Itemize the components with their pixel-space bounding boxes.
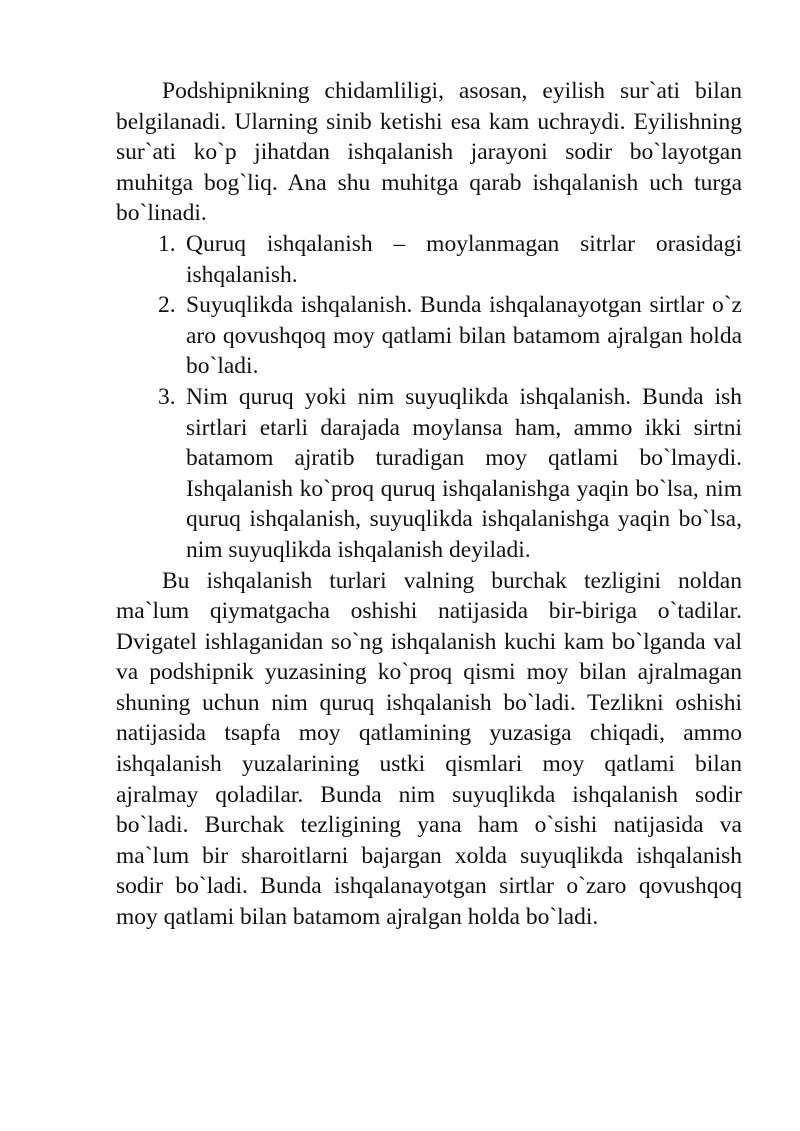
list-item: [116, 382, 742, 566]
friction-types-list: [116, 229, 742, 566]
list-item-number: 1.: [158, 230, 176, 257]
list-item: [116, 290, 742, 382]
list-item-text: Suyuqlikda ishqalanish. Bunda ishqalanayotgan sirtlar o`z aro qovushqoq moy qatlami bilan batamom ajralgan holda bo`ladi.: [186, 292, 742, 380]
list-item-number: 2.: [158, 292, 176, 319]
list-item-text: Quruq ishqalanish – moylanmagan sitrlar orasidagi ishqalanish.: [186, 230, 742, 288]
list-item-number: 3.: [158, 383, 176, 410]
document-page: [116, 76, 742, 933]
list-item: [116, 229, 742, 290]
intro-paragraph: Podshipnikning chidamliligi, asosan, eyilish sur`ati bilan belgilanadi. Ularning sinib ketishi esa kam uchraydi. Eyilishning sur`ati ko`p jihatdan ishqalanish jarayoni sodir bo`layotgan muhitga bog`liq. Ana shu muhitga qarab ishqalanish uch turga bo`linadi.: [116, 78, 742, 227]
closing-paragraph: Bu ishqalanish turlari valning burchak tezligini noldan ma`lum qiymatgacha oshishi natijasida bir-biriga o`tadilar. Dvigatel ishlaganidan so`ng ishqalanish kuchi kam bo`lganda val va podshipnik yuzasining ko`proq qismi moy bilan ajralmagan shuning uchun nim quruq ishqalanish bo`ladi. Tezlikni oshishi natijasida tsapfa moy qatlamining yuzasiga chiqadi, ammo ishqalanish yuzalarining ustki qismlari moy qatlami bilan ajralmay qoladilar. Bunda nim suyuqlikda ishqalanish sodir bo`ladi. Burchak tezligining yana ham o`sishi natijasida va ma`lum bir sharoitlarni bajargan xolda suyuqlikda ishqalanish sodir bo`ladi. Bunda ishqalanayotgan sirtlar o`zaro qovushqoq moy qatlami bilan batamom ajralgan holda bo`ladi.: [116, 567, 742, 931]
list-item-text: Nim quruq yoki nim suyuqlikda ishqalanish. Bunda ish sirtlari etarli darajada moylansa ham, ammo ikki sirtni batamom ajratib turadigan moy qatlami bo`lmaydi. Ishqalanish ko`proq quruq ishqalanishga yaqin bo`lsa, nim quruq ishqalanish, suyuqlikda ishqalanishga yaqin bo`lsa, nim suyuqlikda ishqalanish deyiladi.: [186, 383, 742, 563]
